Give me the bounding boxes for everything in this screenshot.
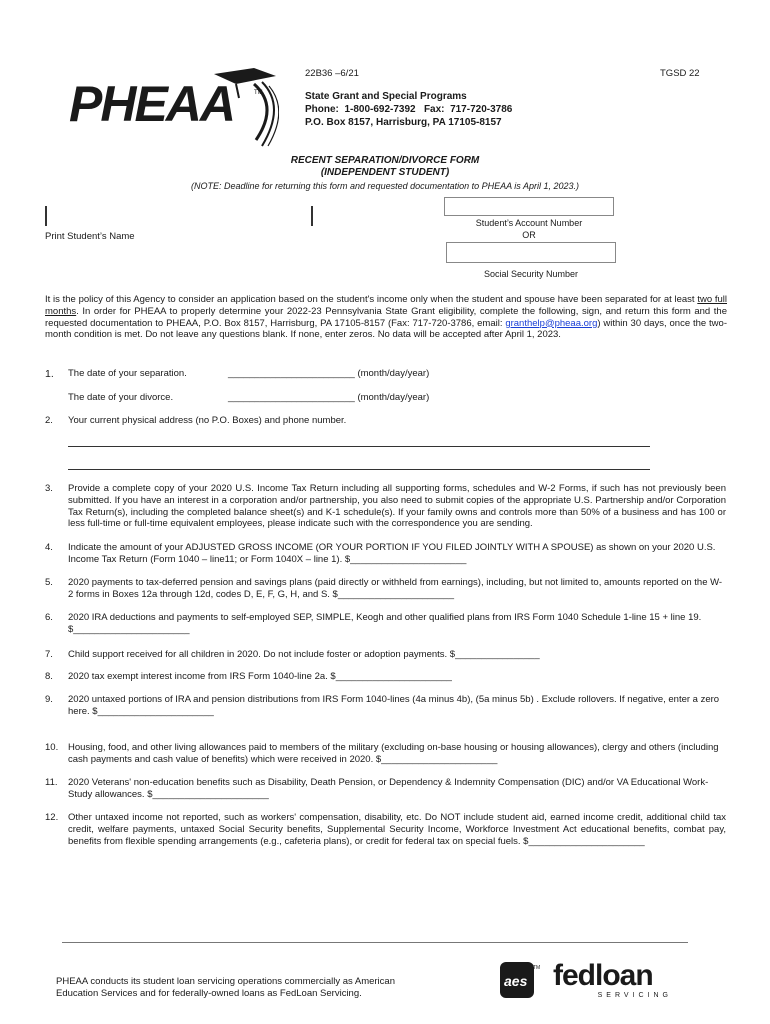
deadline-note: (NOTE: Deadline for returning this form and requested documentation to PHEAA is April 1, 2023.) [190, 181, 580, 191]
q9-number: 9. [45, 694, 53, 705]
phone-line: Phone: 1-800-692-7392 Fax: 717-720-3786 [305, 104, 513, 115]
q1-number: 1. [45, 368, 54, 380]
q2-number: 2. [45, 415, 53, 426]
form-title-line1: RECENT SEPARATION/DIVORCE FORM [290, 155, 480, 166]
or-label: OR [522, 230, 536, 240]
q8-text: 2020 tax exempt interest income from IRS Form 1040-line 2a. $______________________ [68, 671, 452, 682]
q11-text: 2020 Veterans' non-education benefits such as Disability, Death Pension, or Dependency & Indemnity Compensation (DIC) and/or VA Educational Work-Study allowances. $______________________ [68, 777, 709, 800]
q1-separation-label: The date of your separation. [68, 368, 187, 379]
student-name-label: Print Student’s Name [45, 231, 135, 242]
q5-number: 5. [45, 577, 53, 588]
q6-number: 6. [45, 612, 53, 623]
q10-number: 10. [45, 742, 59, 753]
fedloan-servicing-text: SERVICING [597, 992, 672, 999]
q2-address-line-1[interactable] [68, 446, 650, 447]
address-line: P.O. Box 8157, Harrisburg, PA 17105-8157 [305, 117, 502, 128]
q1-divorce-label: The date of your divorce. [68, 392, 174, 403]
q1-separation-date-field[interactable]: ________________________ (month/day/year) [228, 368, 430, 379]
q12-number: 12. [45, 812, 59, 823]
q4-number: 4. [45, 542, 53, 553]
q1-divorce-date-field[interactable]: ________________________ (month/day/year) [228, 392, 430, 403]
pheaa-logo-graphic [64, 66, 279, 152]
pheaa-tm: TM [254, 90, 263, 96]
q7-number: 7. [45, 649, 53, 660]
form-title [0, 155, 770, 191]
email-link[interactable]: granthelp@pheaa.org [505, 317, 598, 329]
account-number-input[interactable] [444, 197, 614, 216]
q2-text: Your current physical address (no P.O. Boxes) and phone number. [68, 415, 347, 426]
ssn-input[interactable] [446, 242, 616, 263]
q9-text: 2020 untaxed portions of IRA and pension distributions from IRS Form 1040-lines (4a minus 4b), (5a minus 5b) . Exclude rollovers. If negative, enter a zero here. $______________________ [68, 694, 720, 717]
q2-address-line-2[interactable] [68, 469, 650, 470]
aes-logo [500, 962, 540, 1000]
fedloan-logo [553, 960, 678, 1002]
intro-paragraph [45, 294, 727, 341]
q3-text: Provide a complete copy of your 2020 U.S. Income Tax Return including all supporting forms, schedules and W-2 Forms, if such has not previously been submitted. If you have an interest in a corporation and/or partnership, you also need to submit copies of the appropriate U.S. Partnership and/or Corporation Tax Return(s), including the completed balance sheet(s) and K-1 schedule(s). If your family owns and controls more than 50% of a business and has 100 or less full-time or full-time equivalent employees, please indicate such with the correspondence you are sending. [68, 483, 726, 530]
intro-text-3: ) within 30 days, once the two-month condition is met. Do not leave any questions blank. If none, enter zeros. No data will be accepted after April 1, 2023. [45, 317, 727, 341]
tgsd-code: TGSD 22 [660, 68, 700, 79]
two-months-underlined: two full months [45, 294, 727, 317]
q7-text: Child support received for all children in 2020. Do not include foster or adoption payments. $________________ [68, 649, 540, 660]
student-name-input[interactable] [45, 206, 313, 226]
q10-text: Housing, food, and other living allowances paid to members of the military (excluding on-base housing or housing allowances), clergy and others (including cash payments and cash value of benefits) which were received in 2020. $______________________ [68, 742, 719, 765]
intro-text-1: It is the policy of this Agency to consider an application based on the student's income only when the student and spouse have been separated for at least [45, 294, 698, 305]
form-code: 22B36 –6/21 [305, 68, 359, 79]
intro-text-2: . In order for PHEAA to properly determine your 2022-23 Pennsylvania State Grant eligibility, complete the following, sign, and return this form and the requested documentation to PHEAA, P.O. Box 8157, Harrisburg, PA 17105-8157 (Fax: 717-720-3786, email: [45, 305, 727, 329]
footer-divider [62, 942, 688, 943]
pheaa-logo [64, 66, 279, 152]
q6-text: 2020 IRA deductions and payments to self-employed SEP, SIMPLE, Keogh and other qualified plans from IRS Form 1040 Schedule 1-line 15 + line 19. $______________________ [68, 612, 702, 635]
fedloan-logo-text: fedloan [553, 959, 653, 992]
q8-number: 8. [45, 671, 53, 682]
ssn-label: Social Security Number [483, 269, 579, 279]
q11-number: 11. [45, 777, 58, 788]
q12-text: Other untaxed income not reported, such as workers' compensation, disability, etc. Do NOT include student aid, earned income credit, additional child tax credit, welfare payments, untaxed Social Security benefits, Supplemental Security Income, Workforce Investment Act educational benefits, combat pay, benefits from flexible spending arrangements (e.g., cafeteria plans), or credit for federal tax on special fuels. $______________________ [68, 812, 726, 847]
aes-logo-text: aes [504, 973, 528, 989]
pheaa-logo-text: PHEAA [69, 76, 235, 132]
form-title-line2: (INDEPENDENT STUDENT) [320, 167, 450, 178]
q5-text: 2020 payments to tax-deferred pension and savings plans (paid directly or withheld from earnings), including, but not limited to, amounts reported on the W-2 forms in Boxes 12a through 12d, codes D, E, F, G, H, and S. $______________________ [68, 577, 723, 600]
account-number-label: Student’s Account Number [475, 218, 583, 228]
aes-tm: TM [533, 965, 540, 971]
org-line: State Grant and Special Programs [305, 91, 467, 102]
q4-text: Indicate the amount of your ADJUSTED GROSS INCOME (OR YOUR PORTION IF YOU FILED JOINTLY WITH A SPOUSE) as shown on your 2020 U.S. Income Tax Return (Form 1040 – line11; or Form 1040X – line 1). $______________________ [68, 542, 716, 565]
footer-text: PHEAA conducts its student loan servicing operations commercially as American Education Services and for federally-owned loans as FedLoan Servicing. [56, 976, 395, 999]
q3-number: 3. [45, 483, 53, 494]
